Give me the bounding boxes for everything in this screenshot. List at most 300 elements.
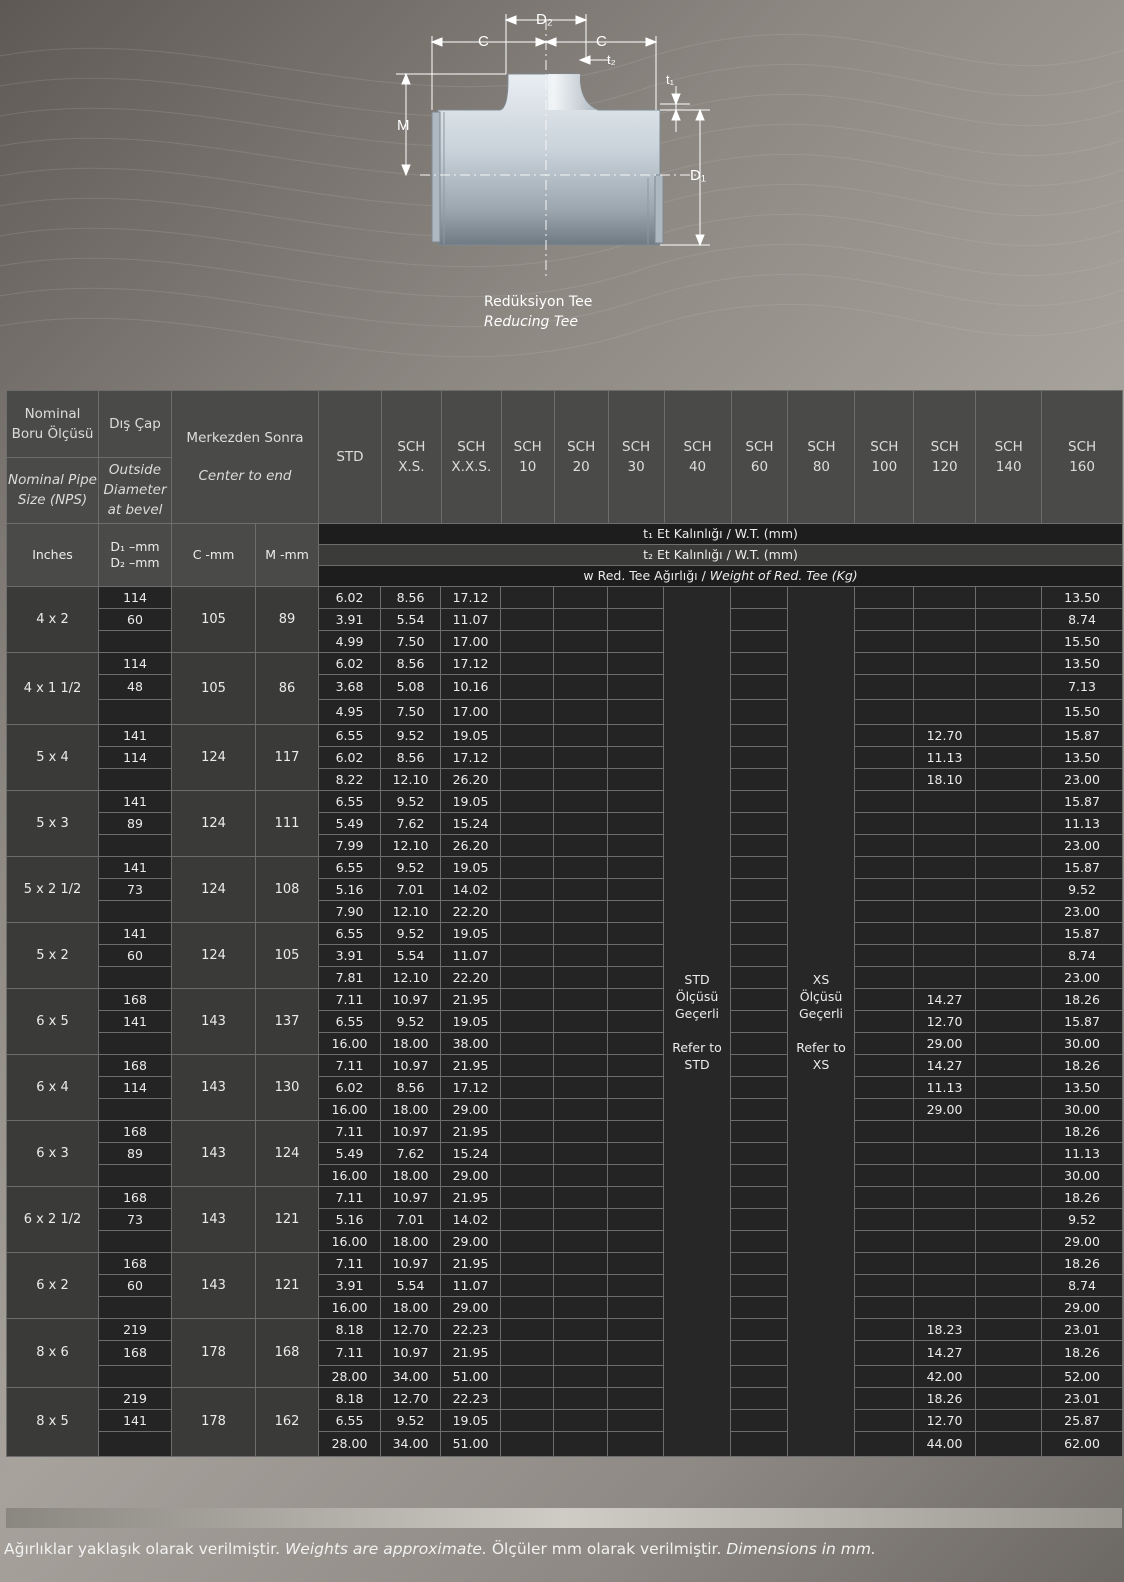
value-sch-140 [976,1033,1042,1055]
band-w-tr: w Red. Tee Ağırlığı / [583,568,710,583]
value-std: 7.11 [319,1187,381,1209]
value-sch-120 [914,1143,976,1165]
value-sch-10 [501,769,554,791]
value-sch-20 [554,769,608,791]
value-sch-20 [554,945,608,967]
value-sch-160: 23.01 [1042,1319,1123,1341]
value-sch-xs: 18.00 [381,1165,441,1187]
refer-xs-line: XS [812,971,830,987]
nps-size: 4 x 2 [7,587,99,653]
value-sch-30 [608,769,664,791]
center-to-end-m: 86 [256,653,319,725]
value-std: 7.11 [319,1055,381,1077]
value-sch-10 [501,1033,554,1055]
value-sch-20 [554,747,608,769]
center-to-end-m: 111 [256,791,319,857]
dim-label-d1: D₁ [690,167,706,184]
value-sch-160: 18.26 [1042,1121,1123,1143]
value-sch-xs: 18.00 [381,1033,441,1055]
value-sch-20 [554,609,608,631]
value-sch-120 [914,1275,976,1297]
outside-diameter: 114 [99,587,172,609]
outside-diameter: 73 [99,879,172,901]
value-sch-10 [501,1011,554,1033]
value-sch-30 [608,725,664,747]
header-schedule-0 [319,391,381,523]
nps-size: 6 x 2 1/2 [7,1187,99,1253]
value-sch-120 [914,1121,976,1143]
outside-diameter: 219 [99,1319,172,1341]
value-sch-xxs: 22.23 [441,1319,501,1341]
value-sch-xxs: 51.00 [441,1366,501,1388]
caption-english: Reducing Tee [484,314,578,330]
value-sch-xs: 8.56 [381,1077,441,1099]
dim-label-c-right: C [596,33,607,50]
value-sch-60 [731,609,788,631]
value-sch-160: 18.26 [1042,1253,1123,1275]
value-sch-140 [976,989,1042,1011]
value-sch-60 [731,769,788,791]
value-sch-160: 8.74 [1042,609,1123,631]
header-od-tr: Dış Çap [99,391,172,458]
value-sch-140 [976,675,1042,700]
value-std: 5.16 [319,1209,381,1231]
value-std: 6.55 [319,725,381,747]
value-sch-140 [976,1121,1042,1143]
value-sch-60 [731,1209,788,1231]
outside-diameter: 114 [99,747,172,769]
outside-diameter: 60 [99,945,172,967]
value-sch-xs: 8.56 [381,653,441,675]
value-sch-30 [608,1319,664,1341]
value-std: 7.11 [319,1341,381,1366]
value-std: 7.81 [319,967,381,989]
value-std: 5.16 [319,879,381,901]
value-sch-160: 15.87 [1042,725,1123,747]
value-sch-xxs: 19.05 [441,923,501,945]
value-sch-140 [976,769,1042,791]
value-sch-30 [608,609,664,631]
value-sch-160: 30.00 [1042,1099,1123,1121]
outside-diameter: 168 [99,989,172,1011]
outside-diameter: 141 [99,1410,172,1432]
value-sch-100 [855,1209,914,1231]
value-sch-30 [608,1099,664,1121]
table-row [7,653,1123,675]
value-sch-100 [855,675,914,700]
value-sch-160: 13.50 [1042,653,1123,675]
center-to-end-c: 143 [172,1187,256,1253]
value-sch-140 [976,587,1042,609]
value-sch-60 [731,747,788,769]
diagram-caption [484,292,592,332]
center-to-end-c: 124 [172,857,256,923]
value-sch-120 [914,1253,976,1275]
value-sch-160: 23.00 [1042,901,1123,923]
schedule-line1: SCH [457,439,486,455]
band-w [319,566,1123,587]
value-sch-60 [731,1253,788,1275]
value-sch-20 [554,1275,608,1297]
value-sch-xs: 10.97 [381,1253,441,1275]
header-m-mm: M -mm [256,524,319,587]
value-sch-30 [608,1209,664,1231]
value-sch-20 [554,725,608,747]
value-sch-10 [501,587,554,609]
value-sch-100 [855,609,914,631]
value-sch-120 [914,631,976,653]
value-sch-30 [608,1432,664,1457]
nps-size: 5 x 2 1/2 [7,857,99,923]
value-sch-30 [608,945,664,967]
value-sch-20 [554,1165,608,1187]
value-sch-120: 14.27 [914,1055,976,1077]
value-sch-60 [731,1341,788,1366]
value-sch-xxs: 19.05 [441,857,501,879]
center-to-end-m: 108 [256,857,319,923]
value-sch-20 [554,653,608,675]
value-std: 7.99 [319,835,381,857]
schedule-line1: SCH [513,439,542,455]
value-sch-100 [855,857,914,879]
value-sch-20 [554,835,608,857]
schedule-line1: SCH [622,439,651,455]
header-center-to-end [172,391,319,524]
schedule-line2: 120 [931,459,958,475]
value-sch-140 [976,1253,1042,1275]
nps-size: 4 x 1 1/2 [7,653,99,725]
value-sch-30 [608,1165,664,1187]
value-sch-xxs: 21.95 [441,989,501,1011]
value-sch-120 [914,857,976,879]
value-sch-100 [855,1231,914,1253]
value-sch-100 [855,1121,914,1143]
value-sch-100 [855,1432,914,1457]
value-sch-10 [501,1388,554,1410]
refer-xs-line: Ölçüsü [799,988,843,1004]
outside-diameter [99,1165,172,1187]
value-std: 5.49 [319,1143,381,1165]
value-sch-160: 13.50 [1042,747,1123,769]
refer-std-line: Ölçüsü [675,988,719,1004]
value-sch-60 [731,1388,788,1410]
value-sch-120: 14.27 [914,989,976,1011]
value-sch-10 [501,1432,554,1457]
value-sch-30 [608,923,664,945]
value-sch-10 [501,989,554,1011]
value-std: 6.55 [319,1410,381,1432]
center-to-end-c: 105 [172,653,256,725]
value-sch-120: 44.00 [914,1432,976,1457]
outside-diameter: 168 [99,1055,172,1077]
outside-diameter: 60 [99,609,172,631]
value-sch-140 [976,879,1042,901]
value-sch-160: 9.52 [1042,879,1123,901]
value-sch-xs: 9.52 [381,1410,441,1432]
header-c-mm: C -mm [172,524,256,587]
value-sch-140 [976,1099,1042,1121]
value-sch-60 [731,1099,788,1121]
table-row [7,923,1123,945]
value-sch-xs: 7.62 [381,1143,441,1165]
outside-diameter [99,1231,172,1253]
value-sch-160: 23.00 [1042,769,1123,791]
value-sch-xxs: 15.24 [441,813,501,835]
value-sch-60 [731,813,788,835]
value-sch-60 [731,1077,788,1099]
value-std: 8.18 [319,1319,381,1341]
value-sch-20 [554,967,608,989]
value-sch-100 [855,813,914,835]
value-std: 7.11 [319,1253,381,1275]
header-d1-mm: D₁ –mm [110,539,160,554]
value-sch-160: 23.00 [1042,967,1123,989]
header-inches: Inches [7,524,99,587]
value-sch-20 [554,587,608,609]
value-sch-30 [608,700,664,725]
value-sch-100 [855,835,914,857]
value-sch-xxs: 10.16 [441,675,501,700]
header-schedule-12 [1041,391,1122,523]
band-w-en: Weight of Red. Tee (Kg) [709,568,858,583]
center-to-end-m: 121 [256,1253,319,1319]
value-std: 3.91 [319,1275,381,1297]
value-sch-xxs: 11.07 [441,1275,501,1297]
reducing-tee-table [6,390,1123,1457]
center-to-end-m: 89 [256,587,319,653]
value-sch-xxs: 51.00 [441,1432,501,1457]
value-sch-10 [501,1319,554,1341]
value-sch-10 [501,1187,554,1209]
value-sch-xs: 10.97 [381,1187,441,1209]
value-sch-120 [914,1297,976,1319]
value-sch-140 [976,1077,1042,1099]
schedule-line2: 160 [1069,459,1095,475]
schedule-line1: SCH [807,439,836,455]
value-sch-xs: 5.54 [381,1275,441,1297]
value-sch-xxs: 19.05 [441,791,501,813]
value-sch-10 [501,1121,554,1143]
value-sch-160: 15.50 [1042,631,1123,653]
center-to-end-c: 143 [172,1121,256,1187]
value-sch-100 [855,791,914,813]
header-d2-mm: D₂ –mm [110,555,160,570]
nps-size: 8 x 6 [7,1319,99,1388]
value-sch-30 [608,1033,664,1055]
header-schedule-9 [854,391,913,523]
value-sch-10 [501,1143,554,1165]
value-sch-160: 23.00 [1042,835,1123,857]
value-std: 6.02 [319,747,381,769]
value-sch-30 [608,1187,664,1209]
value-sch-10 [501,1366,554,1388]
nps-size: 6 x 4 [7,1055,99,1121]
value-sch-30 [608,1410,664,1432]
value-sch-xxs: 29.00 [441,1297,501,1319]
header-schedule-6 [664,391,731,523]
value-sch-xxs: 29.00 [441,1099,501,1121]
value-sch-100 [855,769,914,791]
value-sch-30 [608,1143,664,1165]
value-sch-xs: 7.50 [381,631,441,653]
table-row [7,1121,1123,1143]
value-sch-xs: 8.56 [381,587,441,609]
value-sch-30 [608,879,664,901]
value-sch-20 [554,1341,608,1366]
value-sch-10 [501,1077,554,1099]
value-sch-xxs: 11.07 [441,945,501,967]
value-sch-xxs: 21.95 [441,1055,501,1077]
value-sch-120 [914,901,976,923]
value-std: 7.11 [319,1121,381,1143]
value-sch-10 [501,835,554,857]
value-sch-60 [731,653,788,675]
header-schedule-11 [975,391,1041,523]
value-sch-160: 9.52 [1042,1209,1123,1231]
value-sch-100 [855,1366,914,1388]
value-sch-20 [554,989,608,1011]
value-sch-60 [731,1187,788,1209]
value-sch-xxs: 29.00 [441,1231,501,1253]
value-sch-xs: 5.54 [381,609,441,631]
schedule-line2: 30 [627,459,645,475]
value-sch-140 [976,901,1042,923]
value-std: 6.02 [319,653,381,675]
outside-diameter: 89 [99,813,172,835]
value-sch-160: 15.50 [1042,700,1123,725]
outside-diameter: 73 [99,1209,172,1231]
value-sch-xs: 10.97 [381,1341,441,1366]
value-sch-160: 23.01 [1042,1388,1123,1410]
center-to-end-c: 143 [172,1055,256,1121]
center-to-end-m: 117 [256,725,319,791]
outside-diameter [99,1099,172,1121]
value-std: 3.91 [319,609,381,631]
value-sch-30 [608,1388,664,1410]
value-sch-20 [554,1388,608,1410]
value-sch-120 [914,1209,976,1231]
center-to-end-c: 124 [172,923,256,989]
value-sch-100 [855,1099,914,1121]
value-sch-140 [976,1432,1042,1457]
value-sch-100 [855,1275,914,1297]
value-sch-120 [914,835,976,857]
value-sch-140 [976,1341,1042,1366]
value-sch-30 [608,791,664,813]
value-sch-100 [855,1143,914,1165]
value-sch-100 [855,1187,914,1209]
outside-diameter [99,1366,172,1388]
value-std: 28.00 [319,1432,381,1457]
value-sch-xs: 12.70 [381,1319,441,1341]
outside-diameter [99,835,172,857]
value-sch-xxs: 29.00 [441,1165,501,1187]
value-sch-60 [731,1165,788,1187]
value-sch-20 [554,1033,608,1055]
value-sch-60 [731,879,788,901]
outside-diameter: 114 [99,653,172,675]
value-sch-120: 42.00 [914,1366,976,1388]
value-sch-10 [501,945,554,967]
table-row [7,1319,1123,1341]
value-sch-140 [976,700,1042,725]
value-sch-xs: 7.62 [381,813,441,835]
value-sch-60 [731,857,788,879]
caption-turkish: Redüksiyon Tee [484,294,593,310]
value-sch-xxs: 26.20 [441,835,501,857]
value-sch-120 [914,609,976,631]
value-sch-140 [976,1143,1042,1165]
schedule-line1: SCH [994,439,1023,455]
value-sch-xxs: 19.05 [441,725,501,747]
value-sch-140 [976,1231,1042,1253]
schedule-line2: 100 [871,459,898,475]
nps-size: 5 x 3 [7,791,99,857]
value-sch-10 [501,879,554,901]
table-row [7,1187,1123,1209]
footer-en-weights: Weights are approximate. [284,1540,492,1558]
center-to-end-c: 124 [172,791,256,857]
value-sch-140 [976,791,1042,813]
outside-diameter: 141 [99,791,172,813]
value-sch-100 [855,1319,914,1341]
value-sch-10 [501,609,554,631]
schedule-line1: SCH [930,439,959,455]
value-sch-10 [501,813,554,835]
value-sch-60 [731,1297,788,1319]
value-sch-60 [731,923,788,945]
value-sch-20 [554,1366,608,1388]
value-sch-xs: 12.70 [381,1388,441,1410]
value-sch-140 [976,631,1042,653]
value-std: 28.00 [319,1366,381,1388]
schedule-line1: SCH [397,439,426,455]
value-sch-100 [855,923,914,945]
value-sch-60 [731,1011,788,1033]
band-t2: t₂ Et Kalınlığı / W.T. (mm) [319,545,1123,566]
value-sch-20 [554,1253,608,1275]
value-sch-xxs: 17.12 [441,653,501,675]
value-sch-30 [608,1366,664,1388]
value-sch-xxs: 19.05 [441,1410,501,1432]
value-sch-120 [914,700,976,725]
value-sch-120: 12.70 [914,1410,976,1432]
value-sch-10 [501,923,554,945]
outside-diameter: 114 [99,1077,172,1099]
value-sch-120: 11.13 [914,1077,976,1099]
value-sch-140 [976,945,1042,967]
value-sch-60 [731,1143,788,1165]
value-sch-140 [976,813,1042,835]
header-od-en: Outside Diameter at bevel [99,457,172,524]
table-row [7,791,1123,813]
value-std: 6.55 [319,857,381,879]
schedule-line2: 80 [812,459,830,475]
schedule-line2: X.S. [398,459,425,475]
value-sch-60 [731,1055,788,1077]
value-sch-30 [608,1231,664,1253]
header-nps-tr: Nominal Boru Ölçüsü [7,391,99,458]
header-d-mm [99,524,172,587]
value-sch-20 [554,1099,608,1121]
center-to-end-c: 105 [172,587,256,653]
value-std: 8.22 [319,769,381,791]
value-sch-10 [501,857,554,879]
schedule-line2: 10 [519,459,537,475]
value-sch-10 [501,675,554,700]
value-sch-20 [554,857,608,879]
outside-diameter [99,901,172,923]
